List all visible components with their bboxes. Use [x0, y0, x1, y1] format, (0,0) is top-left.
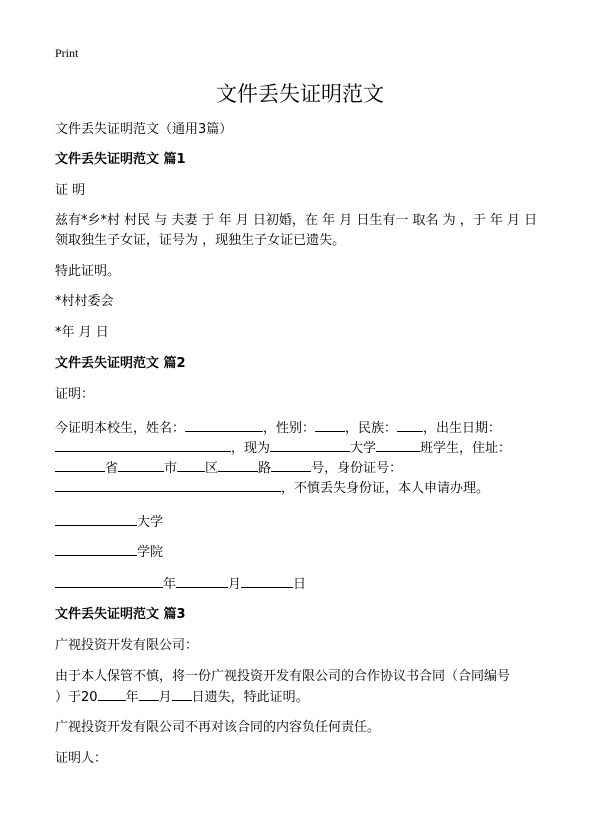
section-1-body-line-2: 领取独生子女证，证号为 ，现独生子女证已遗失。: [55, 233, 346, 248]
blank-sign-college: [55, 542, 137, 556]
blank-city: [118, 458, 164, 472]
section-3-disclaimer: 广视投资开发有限公司不再对该合同的内容负任何责任。: [55, 720, 381, 735]
blank-id-number: [55, 478, 281, 492]
blank-lost-day: [172, 687, 192, 701]
section-heading-3: 文件丢失证明范文 篇3: [55, 607, 186, 622]
blank-day: [241, 574, 293, 588]
label-road: 路: [258, 461, 272, 476]
university-line: [55, 512, 163, 533]
blank-university: [270, 438, 350, 452]
page-title: 文件丢失证明范文: [216, 82, 384, 106]
blank-class: [376, 438, 420, 452]
section-1-date: *年 月 日: [55, 325, 109, 340]
blank-ethnicity: [397, 418, 423, 432]
blank-district: [177, 458, 205, 472]
subtitle: 文件丢失证明范文（通用3篇）: [55, 122, 233, 137]
blank-year: [55, 574, 163, 588]
blank-sign-university: [55, 512, 137, 526]
blank-number: [271, 458, 311, 472]
form-line-1: [55, 418, 501, 439]
label-birthdate: ，出生日期：: [423, 421, 502, 436]
blank-month: [176, 574, 228, 588]
label-name: 今证明本校生，姓名：: [55, 421, 186, 436]
label-lost-date-prefix: ）于20: [55, 690, 98, 705]
blank-province: [55, 458, 105, 472]
form-line-3: [55, 458, 402, 479]
section-3-body-line-2: [55, 687, 309, 708]
label-sign-university: 大学: [137, 515, 164, 530]
section-1-closing: 特此证明。: [55, 264, 121, 279]
label-lost-year: 年: [125, 690, 139, 705]
print-link[interactable]: Print: [55, 46, 79, 60]
section-1-body-line-1: 兹有*乡*村 村民 与 夫妻 于 年 月 日初婚，在 年 月 日生有一 取名 为 ，于 年 月 日: [55, 213, 538, 228]
section-3-addressee: 广视投资开发有限公司：: [55, 638, 199, 653]
blank-name: [185, 418, 263, 432]
section-3-body-line-1: 由于本人保管不慎，将一份广视投资开发有限公司的合作协议书合同（合同编号: [55, 669, 511, 684]
label-current: ，现为: [231, 441, 271, 456]
label-number-id: 号，身份证号：: [311, 461, 403, 476]
blank-road: [218, 458, 258, 472]
label-year: 年: [163, 577, 177, 592]
section-heading-1: 文件丢失证明范文 篇1: [55, 152, 186, 167]
blank-lost-month: [139, 687, 159, 701]
section-1-label: 证 明: [55, 183, 86, 198]
section-1-org: *村村委会: [55, 294, 114, 309]
label-sign-college: 学院: [137, 545, 164, 560]
label-gender: ，性别：: [263, 421, 316, 436]
label-city: 市: [164, 461, 178, 476]
label-lost-month: 月: [158, 690, 172, 705]
label-day: 日: [293, 577, 307, 592]
form-line-2: [55, 438, 511, 459]
section-heading-2: 文件丢失证明范文 篇2: [55, 356, 186, 371]
label-class-address: 班学生，住址：: [420, 441, 512, 456]
blank-gender: [315, 418, 345, 432]
label-month: 月: [228, 577, 242, 592]
form-line-4: [55, 478, 489, 499]
label-lost-id: ，不慎丢失身份证，本人申请办理。: [281, 481, 490, 496]
label-province: 省: [105, 461, 119, 476]
college-line: [55, 542, 163, 563]
blank-lost-year: [98, 687, 126, 701]
label-lost-day-suffix: 日遗失，特此证明。: [191, 690, 309, 705]
section-2-label: 证明：: [55, 387, 95, 402]
label-ethnicity: ，民族：: [345, 421, 398, 436]
blank-birthdate: [55, 438, 231, 452]
section-3-signer: 证明人：: [55, 751, 108, 766]
label-district: 区: [205, 461, 219, 476]
date-line: [55, 574, 306, 595]
label-university: 大学: [350, 441, 377, 456]
